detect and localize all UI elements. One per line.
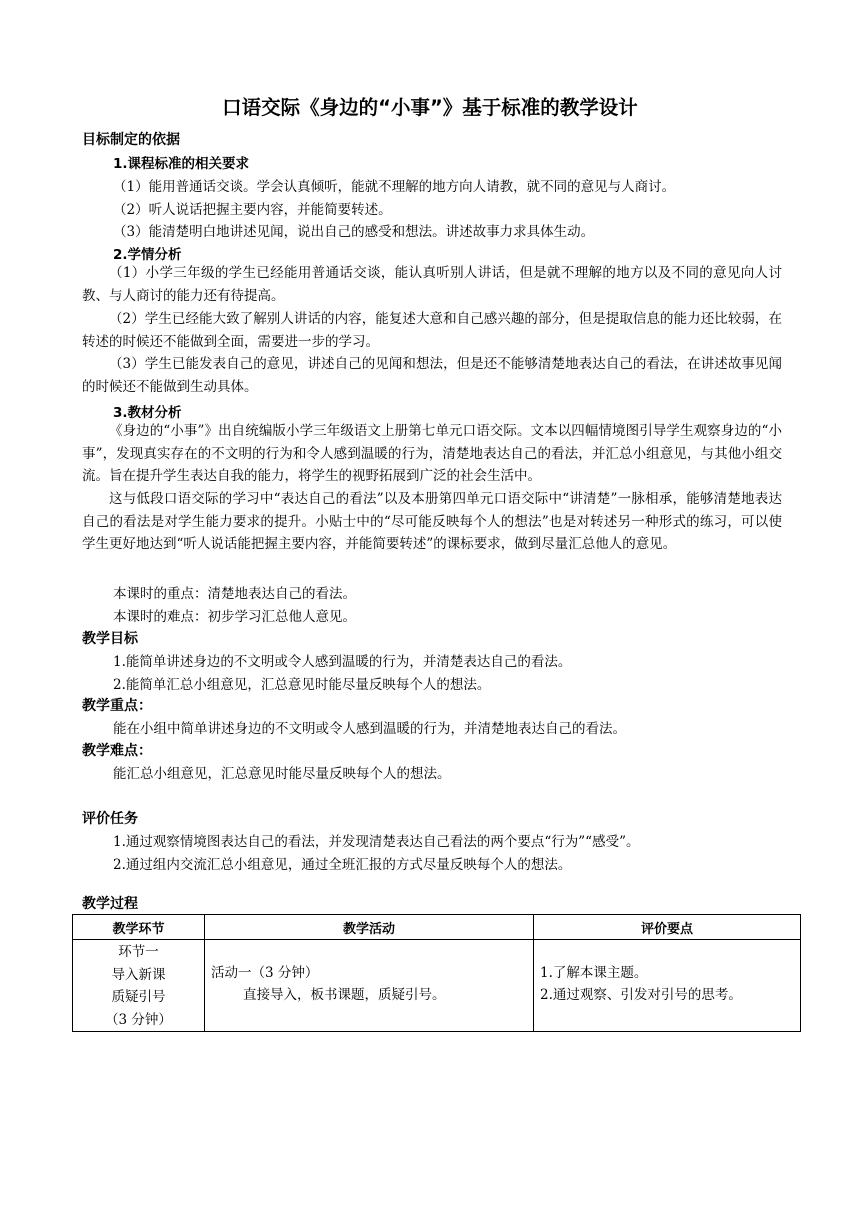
focus-heading: 教学重点： [82,698,152,714]
goal-item: 2.能简单汇总小组意见，汇总意见时能尽量反映每个人的想法。 [113,677,491,693]
standard-item: （1）能用普通话交谈。学会认真倾听，能就不理解的地方向人请教，就不同的意见与人商讨。 [113,179,676,195]
stage-line: 环节一 [118,944,159,960]
stage-cell [73,940,205,1032]
activity-title: 活动一（3 分钟） [211,965,319,981]
goal-item: 1.能简单讲述身边的不文明或令人感到温暖的行为，并清楚表达自己的看法。 [113,654,572,670]
lesson-difficulty: 本课时的难点：初步学习汇总他人意见。 [113,609,356,625]
process-heading: 教学过程 [82,896,138,912]
material-heading: 3.教材分析 [113,405,182,421]
column-header: 教学活动 [205,915,534,940]
difficulty-heading: 教学难点： [82,743,152,759]
learners-paragraph: （1）小学三年级的学生已经能用普通话交谈，能认真听别人讲话，但是就不理解的地方以及不同的意见向人讨教、与人商讨的能力还有待提高。 [82,265,782,304]
learners-heading: 2.学情分析 [113,247,182,263]
learners-paragraph: （3）学生已能发表自己的意见，讲述自己的见闻和想法，但是还不能够清楚地表达自己的看法，在讲述故事见闻的时候还不能做到生动具体。 [82,356,782,395]
table-header-row [73,915,801,940]
activity-text: 直接导入，板书课题，质疑引号。 [243,987,446,1003]
assessment-item: 1.通过观察情境图表达自己的看法，并发现清楚表达自己看法的两个要点“行为”“感受”。 [113,834,640,850]
assessment-item: 2.通过组内交流汇总小组意见，通过全班汇报的方式尽量反映每个人的想法。 [113,857,572,873]
standards-heading: 1.课程标准的相关要求 [113,156,250,172]
stage-line: 质疑引号 [111,989,166,1005]
process-table [72,914,801,1032]
focus-text: 能在小组中简单讲述身边的不文明或令人感到温暖的行为，并清楚地表达自己的看法。 [113,721,626,737]
standard-item: （2）听人说话把握主要内容，并能简要转述。 [113,202,392,218]
stage-line: （3 分钟） [105,1011,172,1028]
goals-heading: 教学目标 [82,631,138,647]
lesson-key-point: 本课时的重点：清楚地表达自己的看法。 [113,586,356,602]
basis-heading: 目标制定的依据 [82,132,180,148]
activity-cell [205,940,534,1032]
evaluation-point: 2.通过观察、引发对引号的思考。 [540,987,742,1003]
evaluation-point: 1.了解本课主题。 [540,965,648,981]
learners-paragraph: （2）学生已经能大致了解别人讲话的内容，能复述大意和自己感兴趣的部分，但是提取信息的能力还比较弱，在转述的时候还不能做到全面，需要进一步的学习。 [82,311,782,350]
column-header: 评价要点 [534,915,801,940]
column-header: 教学环节 [73,915,205,940]
document-title: 口语交际《身边的“小事”》基于标准的教学设计 [222,96,638,119]
stage-line: 导入新课 [111,966,166,983]
evaluation-cell [534,940,801,1032]
difficulty-text: 能汇总小组意见，汇总意见时能尽量反映每个人的想法。 [113,766,451,782]
table-row [73,940,801,1032]
material-paragraph: 《身边的“小事”》出自统编版小学三年级语文上册第七单元口语交际。文本以四幅情境图引导学生观察身边的“小事”，发现真实存在的不文明的行为和令人感到温暖的行为，清楚地表达自己的看法，并汇总小组意见，与其他小组交流。旨在提升学生表达自我的能力，将学生的视野拓展到广泛的社会生活中。 [82,423,782,485]
standard-item: （3）能清楚明白地讲述见闻，说出自己的感受和想法。讲述故事力求具体生动。 [113,224,595,240]
assessment-heading: 评价任务 [82,811,138,827]
material-paragraph: 这与低段口语交际的学习中“表达自己的看法”以及本册第四单元口语交际中“讲清楚”一脉相承，能够清楚地表达自己的看法是对学生能力要求的提升。小贴士中的“尽可能反映每个人的想法”也是对转述另一种形式的练习，可以使学生更好地达到“听人说话能把握主要内容，并能简要转述”的课标要求，做到尽量汇总他人的意见。 [82,491,782,553]
